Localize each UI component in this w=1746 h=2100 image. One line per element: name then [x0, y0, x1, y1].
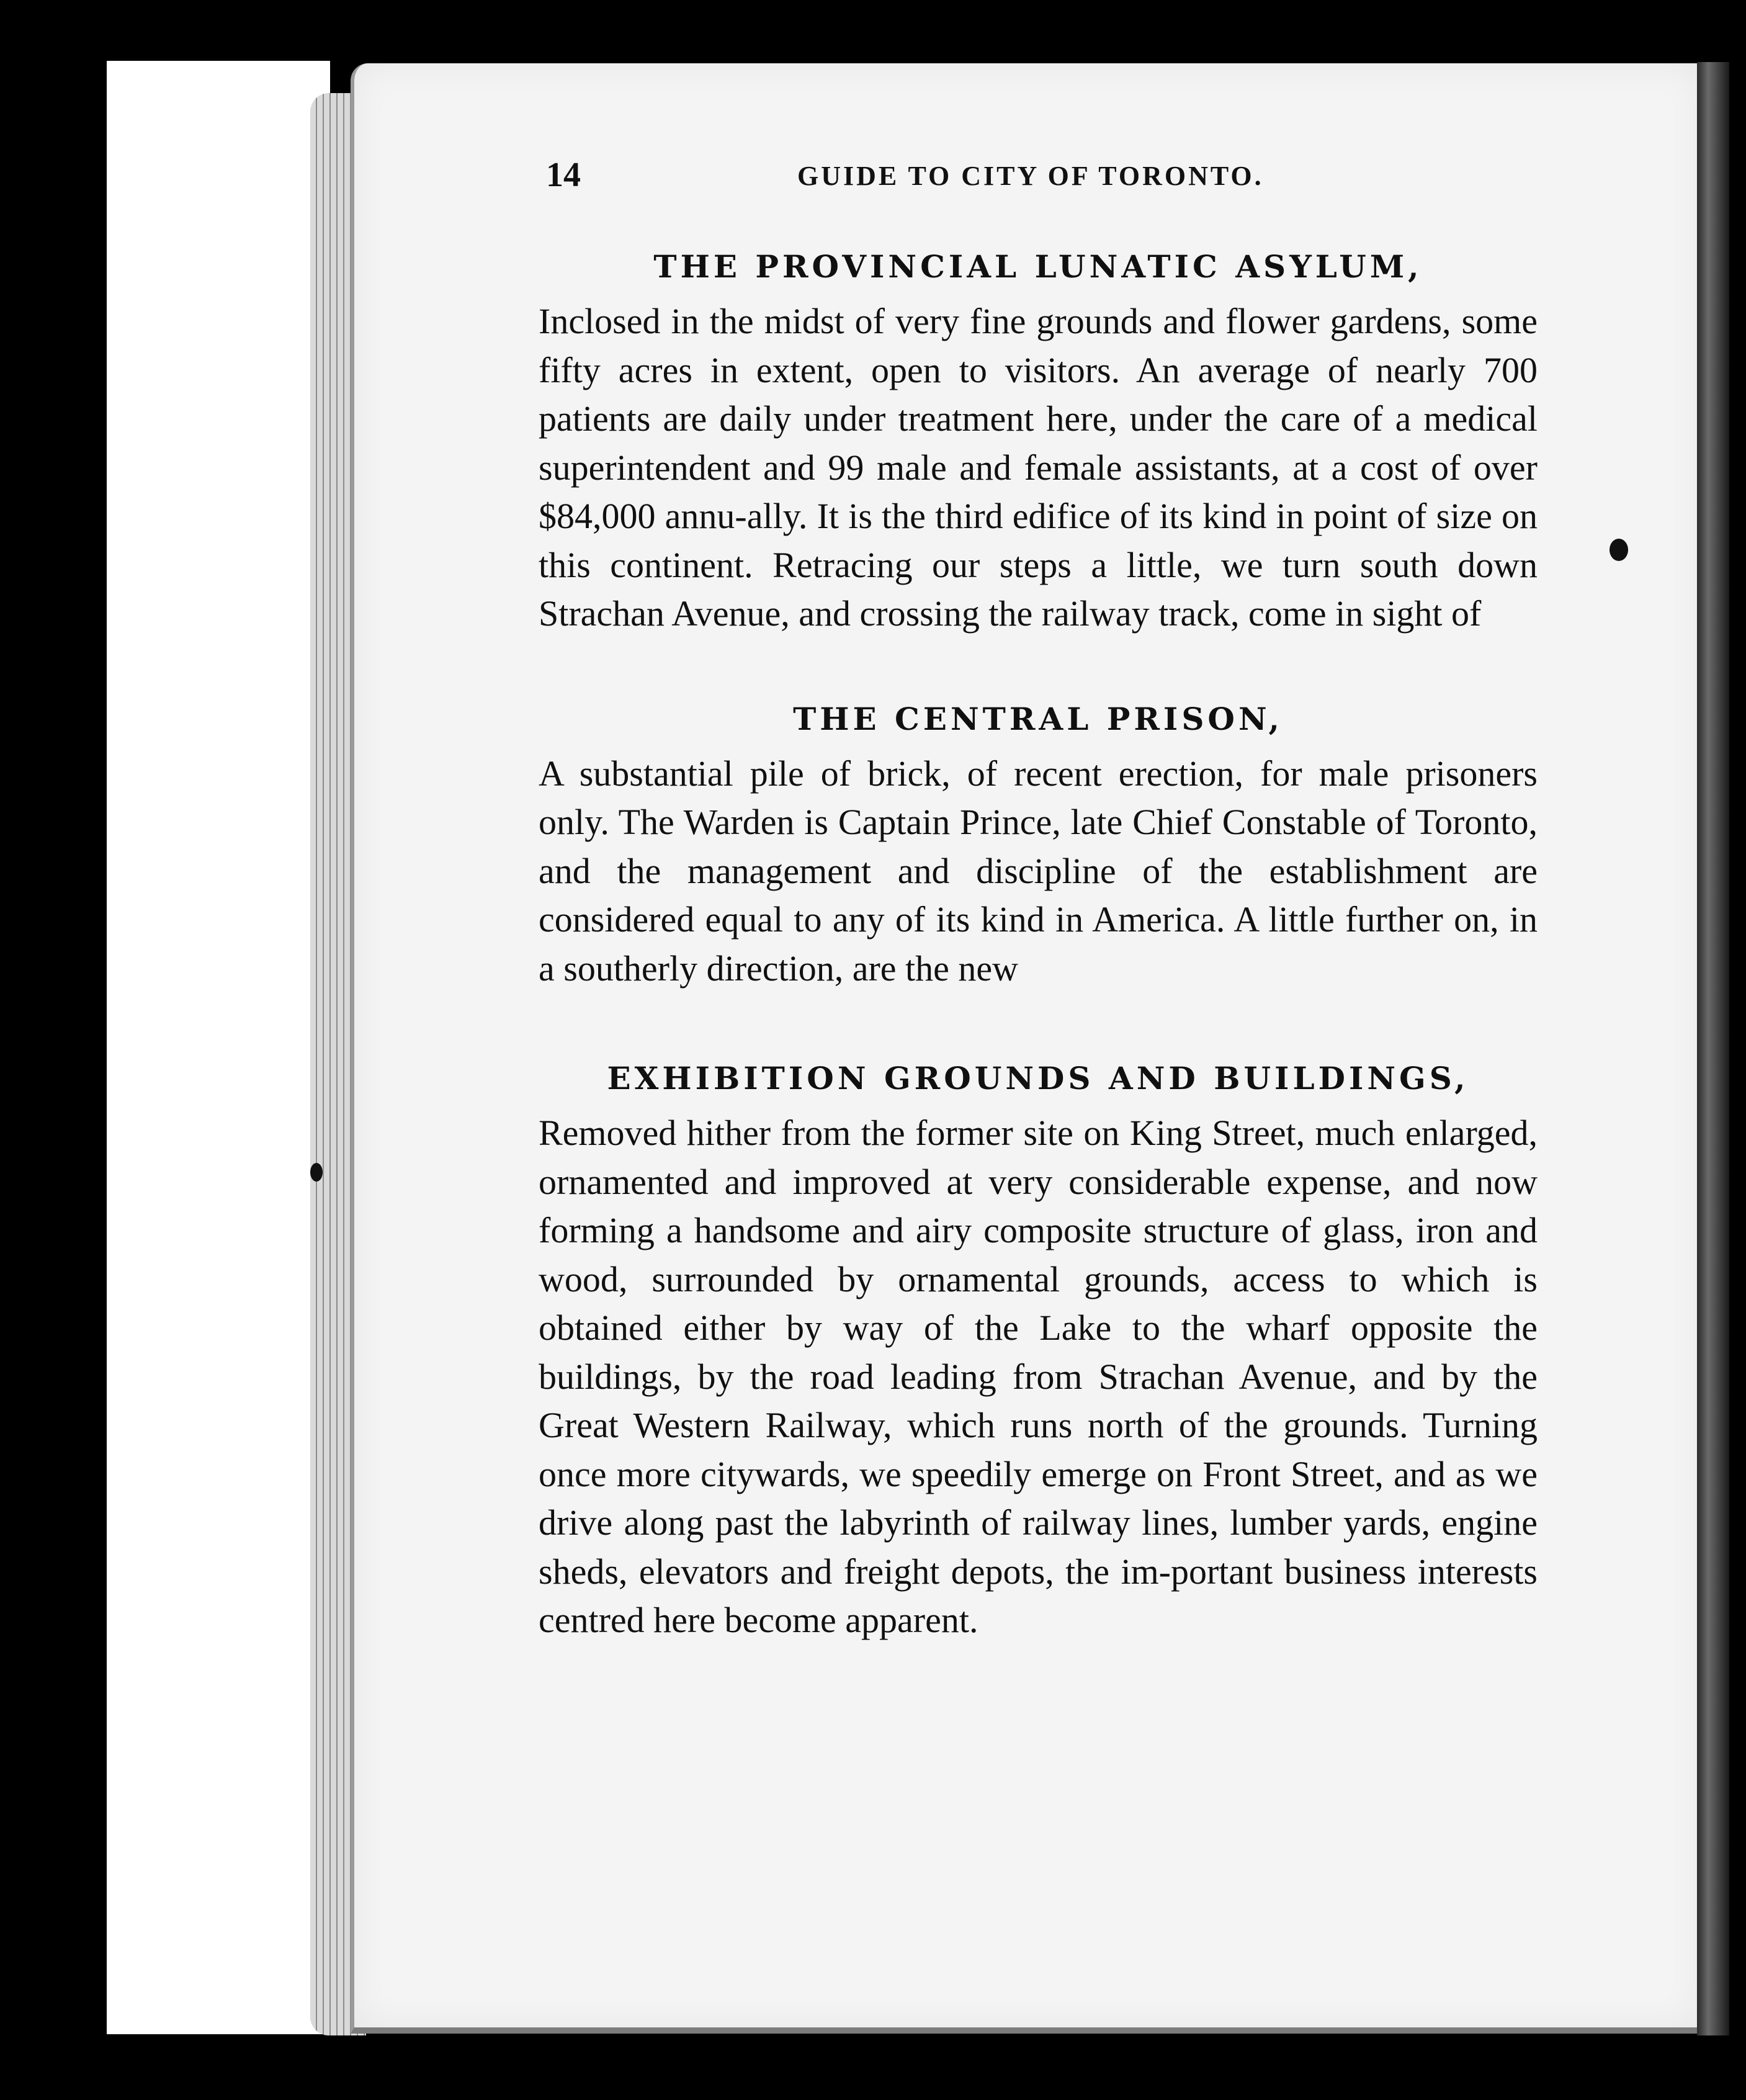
ink-speck [1609, 539, 1628, 561]
running-title: GUIDE TO CITY OF TORONTO. [797, 161, 1264, 191]
page-body [539, 248, 1538, 1645]
page-header [546, 155, 1291, 205]
blank-facing-sheet [107, 61, 330, 2034]
section-text-asylum: Inclosed in the midst of very fine grounds and flower gardens, some fifty acres in extent, open to visitors. An average of nearly 700 patients are daily under treatment here, under the care of a medical superintendent and 99 male and female assistants, at a cost of over $84,000 annu-ally. It is the third edifice of its kind in point of size on this continent. Retracing our steps a little, we turn south down Strachan Avenue, and crossing the railway track, come in sight of [539, 301, 1538, 634]
ink-speck [310, 1163, 323, 1182]
page-number: 14 [546, 156, 581, 194]
section-heading-exhibition: EXHIBITION GROUNDS AND BUILDINGS, [607, 1060, 1469, 1097]
section-heading-asylum: THE PROVINCIAL LUNATIC ASYLUM, [653, 248, 1423, 285]
section-text-prison: A substantial pile of brick, of recent erection, for male prisoners only. The Warden is Captain Prince, late Chief Constable of Toronto, and the management and discipline of the establishment are considered equal to any of its kind in America. A little further on, in a southerly direction, are the new [539, 753, 1538, 989]
right-gutter [1697, 62, 1729, 2035]
section-text-exhibition: Removed hither from the former site on King Street, much enlarged, ornamented and improved at very considerable expense, and now forming a handsome and airy composite structure of glass, iron and wood, surrounded by ornamental grounds, access to which is obtained either by way of the Lake to the wharf opposite the buildings, by the road leading from Strachan Avenue, and by the Great Western Railway, which runs north of the grounds. Turning once more citywards, we speedily emerge on Front Street, and as we drive along past the labyrinth of railway lines, lumber yards, engine sheds, elevators and freight depots, the im-portant business interests centred here become apparent. [539, 1113, 1538, 1640]
section-heading-prison: THE CENTRAL PRISON, [793, 700, 1283, 737]
